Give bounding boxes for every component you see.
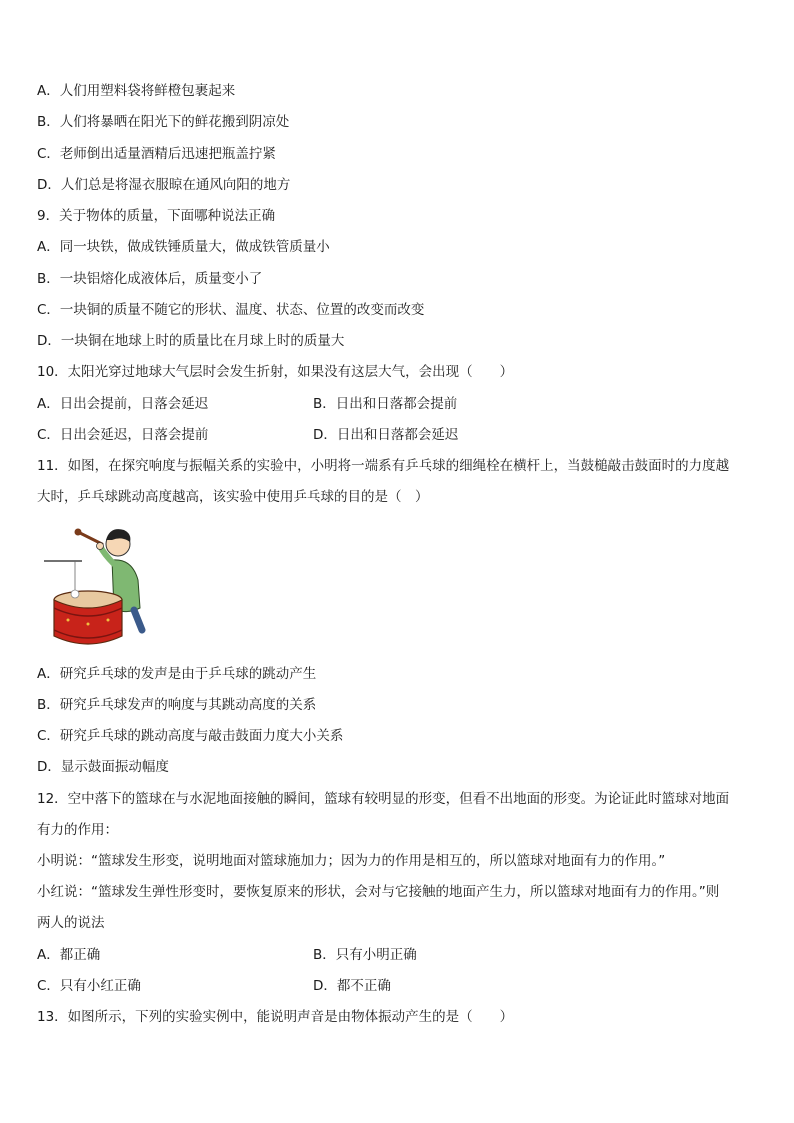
q11-option-a: A．研究乒乓球的发声是由于乒乓球的跳动产生 bbox=[37, 666, 317, 682]
q9-stem: 9．关于物体的质量，下面哪种说法正确 bbox=[37, 208, 276, 224]
q11-stem-line-1: 11．如图，在探究响度与振幅关系的实验中，小明将一端系有乒乓球的细绳栓在横杆上，当鼓槌敲击鼓面时的力度越 bbox=[37, 458, 730, 474]
q10-option-c: C．日出会延迟，日落会提前 bbox=[37, 427, 209, 443]
q8-option-d: D．人们总是将湿衣服晾在通风向阳的地方 bbox=[37, 177, 291, 193]
q8-option-b: B．人们将暴晒在阳光下的鲜花搬到阴凉处 bbox=[37, 114, 290, 130]
q8-option-a: A．人们用塑料袋将鲜橙包裹起来 bbox=[37, 83, 236, 99]
q10-option-d: D．日出和日落都会延迟 bbox=[313, 427, 459, 443]
drum-experiment-figure bbox=[40, 520, 160, 652]
q8-option-c: C．老师倒出适量酒精后迅速把瓶盖拧紧 bbox=[37, 146, 276, 162]
q12-xiaoming-statement: 小明说：“篮球发生形变，说明地面对篮球施加力；因为力的作用是相互的，所以篮球对地面有力的作用。” bbox=[37, 853, 666, 869]
q12-stem-line-2: 有力的作用： bbox=[37, 822, 118, 838]
q10-option-b: B．日出和日落都会提前 bbox=[313, 396, 458, 412]
q12-stem-line-1: 12．空中落下的篮球在与水泥地面接触的瞬间，篮球有较明显的形变，但看不出地面的形变。为论证此时篮球对地面 bbox=[37, 791, 730, 807]
q12-option-d: D．都不正确 bbox=[313, 978, 391, 994]
q11-option-c: C．研究乒乓球的跳动高度与敲击鼓面力度大小关系 bbox=[37, 728, 344, 744]
q11-option-d: D．显示鼓面振动幅度 bbox=[37, 759, 169, 775]
q9-option-c: C．一块铜的质量不随它的形状、温度、状态、位置的改变而改变 bbox=[37, 302, 425, 318]
q10-stem: 10．太阳光穿过地球大气层时会发生折射，如果没有这层大气，会出现（ ） bbox=[37, 364, 514, 380]
q11-option-b: B．研究乒乓球发声的响度与其跳动高度的关系 bbox=[37, 697, 317, 713]
q12-option-a: A．都正确 bbox=[37, 947, 101, 963]
q13-stem: 13．如图所示，下列的实验实例中，能说明声音是由物体振动产生的是（ ） bbox=[37, 1009, 514, 1025]
q12-option-b: B．只有小明正确 bbox=[313, 947, 417, 963]
q12-option-c: C．只有小红正确 bbox=[37, 978, 141, 994]
q9-option-a: A．同一块铁，做成铁锤质量大，做成铁管质量小 bbox=[37, 239, 330, 255]
q9-option-d: D．一块铜在地球上时的质量比在月球上时的质量大 bbox=[37, 333, 345, 349]
q10-option-a: A．日出会提前，日落会延迟 bbox=[37, 396, 209, 412]
q11-stem-line-2: 大时，乒乓球跳动高度越高，该实验中使用乒乓球的目的是（ ） bbox=[37, 489, 429, 505]
q9-option-b: B．一块铝熔化成液体后，质量变小了 bbox=[37, 271, 263, 287]
q12-xiaohong-statement-line-1: 小红说：“篮球发生弹性形变时，要恢复原来的形状，会对与它接触的地面产生力，所以篮球对地面有力的作用。”则 bbox=[37, 884, 720, 900]
q12-xiaohong-statement-line-2: 两人的说法 bbox=[37, 915, 105, 931]
